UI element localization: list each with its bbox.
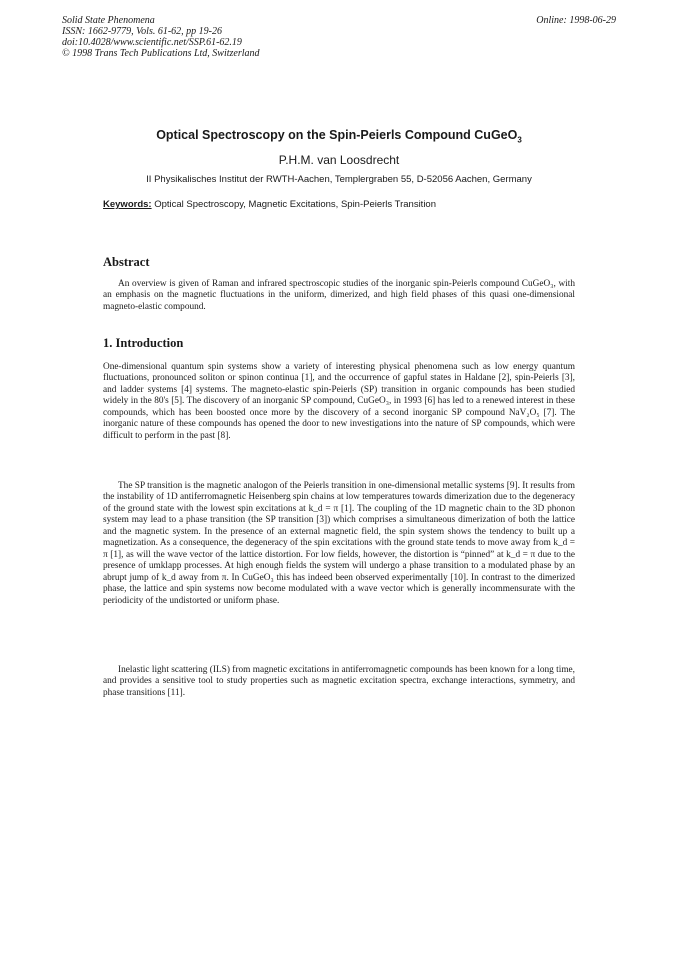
author-name: P.H.M. van Loosdrecht (278, 152, 400, 167)
abstract-text: An overview is given of Raman and infrared spectroscopic studies of the inorganic spin-Peierls compound CuGeO₃, with an emphasis on the magnetic fluctuations in the uniform, dimerized, and high field phases of this quasi one-dimensional magneto-elastic compound. (103, 279, 575, 312)
intro-paragraph-1: One-dimensional quantum spin systems show a variety of interesting physical phenomena such as low energy quantum fluctuations, pronounced soliton or spinon continua [1], and the occurrence of gapful states in Haldane [2], spin-Peierls [3], and ladder systems [4] systems. The magneto-elastic spin-Peierls (SP) transition in organic compounds has been studied widely in the 80's [5]. The discovery of an inorganic SP compound, CuGeO₃, in 1993 [6] has led to a renewed interest in these compounds, which has been boosted once more by the discovery of a second inorganic SP compound NaV₂O₅ [7]. The inorganic nature of these compounds has opened the door to new investigations into the nature of SP compounds, which were difficult to perform in the past [8]. (103, 362, 575, 441)
keywords (103, 199, 603, 210)
title-subscript: 3 (517, 135, 522, 145)
journal-name: Solid State Phenomena (62, 15, 155, 26)
intro-paragraph-3: Inelastic light scattering (ILS) from magnetic excitations in antiferromagnetic compounds has been known for a long time, and provides a sensitive tool to study properties such as magnetic excitation spectra, exchange interactions, symmetry, and phase transitions [11]. (103, 665, 575, 698)
doi-line: doi:10.4028/www.scientific.net/SSP.61-62.19 (62, 37, 242, 48)
introduction-heading: 1. Introduction (103, 336, 184, 350)
citation-header (62, 15, 616, 59)
keywords-label: Keywords: (103, 199, 152, 210)
title-block (62, 128, 616, 185)
paper-title: Optical Spectroscopy on the Spin-Peierls Compound CuGeO$_3$ (156, 128, 522, 145)
copyright-line: © 1998 Trans Tech Publications Ltd, Switzerland (62, 48, 260, 59)
intro-paragraph-2: The SP transition is the magnetic analogon of the Peierls transition in one-dimensional metallic systems [9]. It results from the instability of 1D antiferromagnetic Heisenberg spin chains at low temperatures towards dimerization due to the degeneracy of the ground state with the lowest spin excitations at k_d = π [1]. The coupling of the 1D magnetic chain to the 3D phonon system may lead to a phase transition (the SP transition [3]) which comprises a simultaneous dimerization of both the lattice and the magnetic system. In the presence of an external magnetic field, the spin system shows the tendency to built up a magnetization. As a consequence, the degeneracy of the spin excitations with the ground state tends to move away from k_d = π [1], as will the wave vector of the lattice distortion. For low fields, however, the distortion is “pinned” at k_d = π due to the presence of umklapp processes. At high enough fields the system will undergo a phase transition to a modulated phase by an abrupt jump of k_d away from π. In CuGeO₃ this has indeed been observed experimentally [10]. In contrast to the dimerized phase, the lattice and spin systems now become modulated with a wave vector which is generally incommensurate with the periodicity of the undistorted or uniform phase. (103, 481, 575, 606)
abstract-heading: Abstract (103, 255, 150, 269)
affiliation: II Physikalisches Institut der RWTH-Aachen, Templergraben 55, D-52056 Aachen, Germany (146, 173, 532, 185)
issn-line: ISSN: 1662-9779, Vols. 61-62, pp 19-26 (62, 26, 222, 37)
keywords-text: Optical Spectroscopy, Magnetic Excitations, Spin-Peierls Transition (151, 199, 436, 210)
online-date: Online: 1998-06-29 (536, 15, 616, 26)
